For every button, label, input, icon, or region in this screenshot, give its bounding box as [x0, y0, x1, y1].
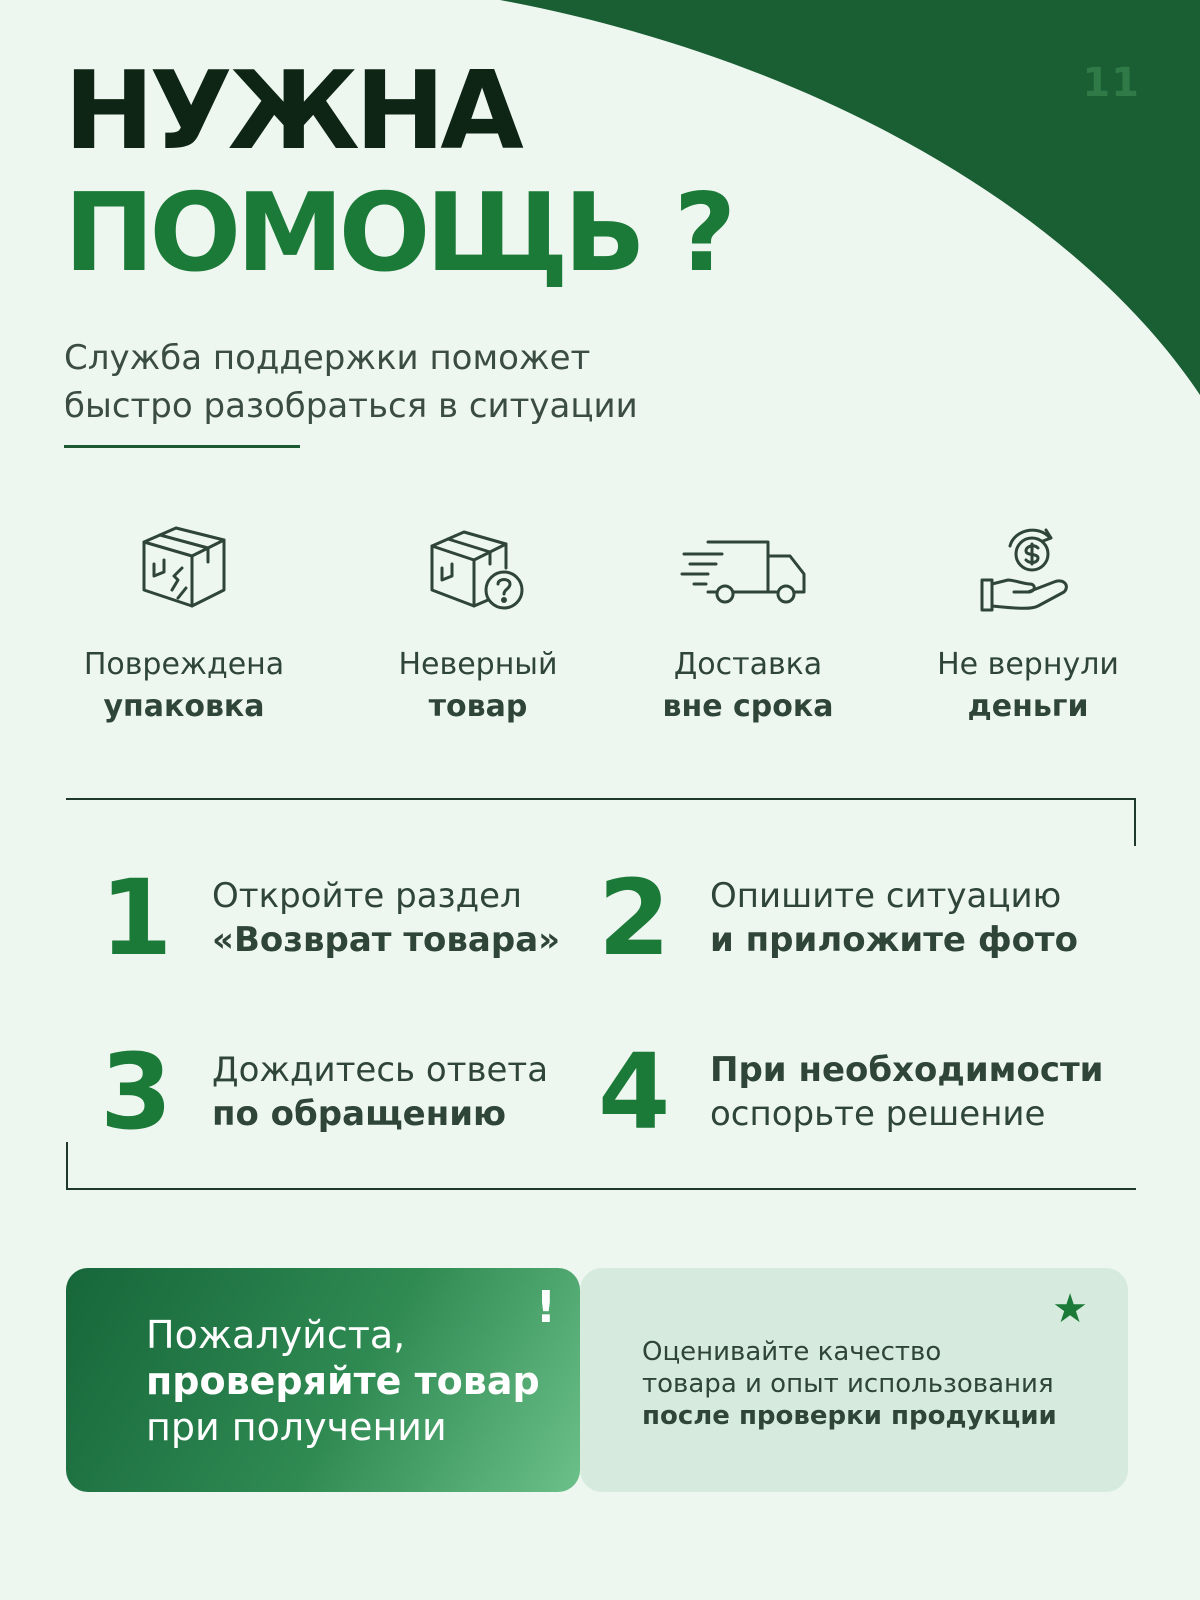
issue-damaged-packaging [44, 520, 324, 728]
title-line-1: НУЖНА [64, 49, 519, 174]
hand-money-icon [968, 520, 1088, 620]
step-text-line-2: по обращению [212, 1094, 507, 1134]
step-number: 2 [598, 857, 669, 979]
step-number: 1 [100, 857, 171, 979]
delivery-truck-icon [678, 520, 818, 620]
subtitle-line-2: быстро разобраться в ситуации [64, 386, 638, 426]
step-number: 3 [100, 1031, 171, 1153]
step-text-line-1: Опишите ситуацию [710, 876, 1062, 916]
issue-label-line-1: Доставка [673, 647, 823, 682]
step-number: 4 [598, 1031, 669, 1153]
star-icon: ★ [1052, 1286, 1088, 1332]
issue-label-line-2: товар [428, 689, 528, 724]
rate-quality-card [580, 1268, 1128, 1492]
rate-quality-line-3: после проверки продукции [642, 1401, 1057, 1431]
issue-label-line-2: деньги [967, 689, 1089, 724]
step-text-line-1: Дождитесь ответа [212, 1050, 549, 1090]
step-text-line-1: При необходимости [710, 1050, 1104, 1090]
exclamation-icon: ! [535, 1282, 556, 1333]
step-text-line-2: «Возврат товара» [212, 920, 561, 960]
issue-label-line-1: Не вернули [937, 647, 1119, 682]
step-text-line-1: Откройте раздел [212, 876, 522, 916]
damaged-box-icon [124, 520, 244, 620]
rate-quality-line-1: Оценивайте качество [642, 1337, 942, 1367]
steps-frame-bottom-tick [66, 1142, 68, 1190]
issue-label-line-1: Неверный [398, 647, 558, 682]
issue-wrong-item [338, 520, 618, 728]
step-text-line-2: и приложите фото [710, 920, 1078, 960]
issue-late-delivery [608, 520, 888, 728]
steps-frame-bottom-line [66, 1188, 1136, 1190]
page-number: 11 [1082, 60, 1140, 106]
check-goods-line-1: Пожалуйста, [146, 1313, 406, 1357]
rate-quality-line-2: товара и опыт использования [642, 1369, 1054, 1399]
check-goods-line-2: проверяйте товар [146, 1359, 540, 1403]
issue-label-line-2: вне срока [662, 689, 834, 724]
check-goods-line-3: при получении [146, 1405, 447, 1449]
subtitle-line-1: Служба поддержки поможет [64, 338, 591, 378]
subtitle [64, 334, 638, 430]
issue-label-line-2: упаковка [103, 689, 265, 724]
box-question-icon [418, 520, 538, 620]
check-goods-card [66, 1268, 580, 1492]
issue-money-not-returned [888, 520, 1168, 728]
title-line-2: ПОМОЩЬ ? [64, 171, 732, 296]
subtitle-underline [64, 445, 300, 448]
steps-frame-top-tick [1134, 798, 1136, 846]
steps-frame-top-line [66, 798, 1136, 800]
step-text-line-2: оспорьте решение [710, 1094, 1046, 1134]
issue-label-line-1: Повреждена [83, 647, 285, 682]
